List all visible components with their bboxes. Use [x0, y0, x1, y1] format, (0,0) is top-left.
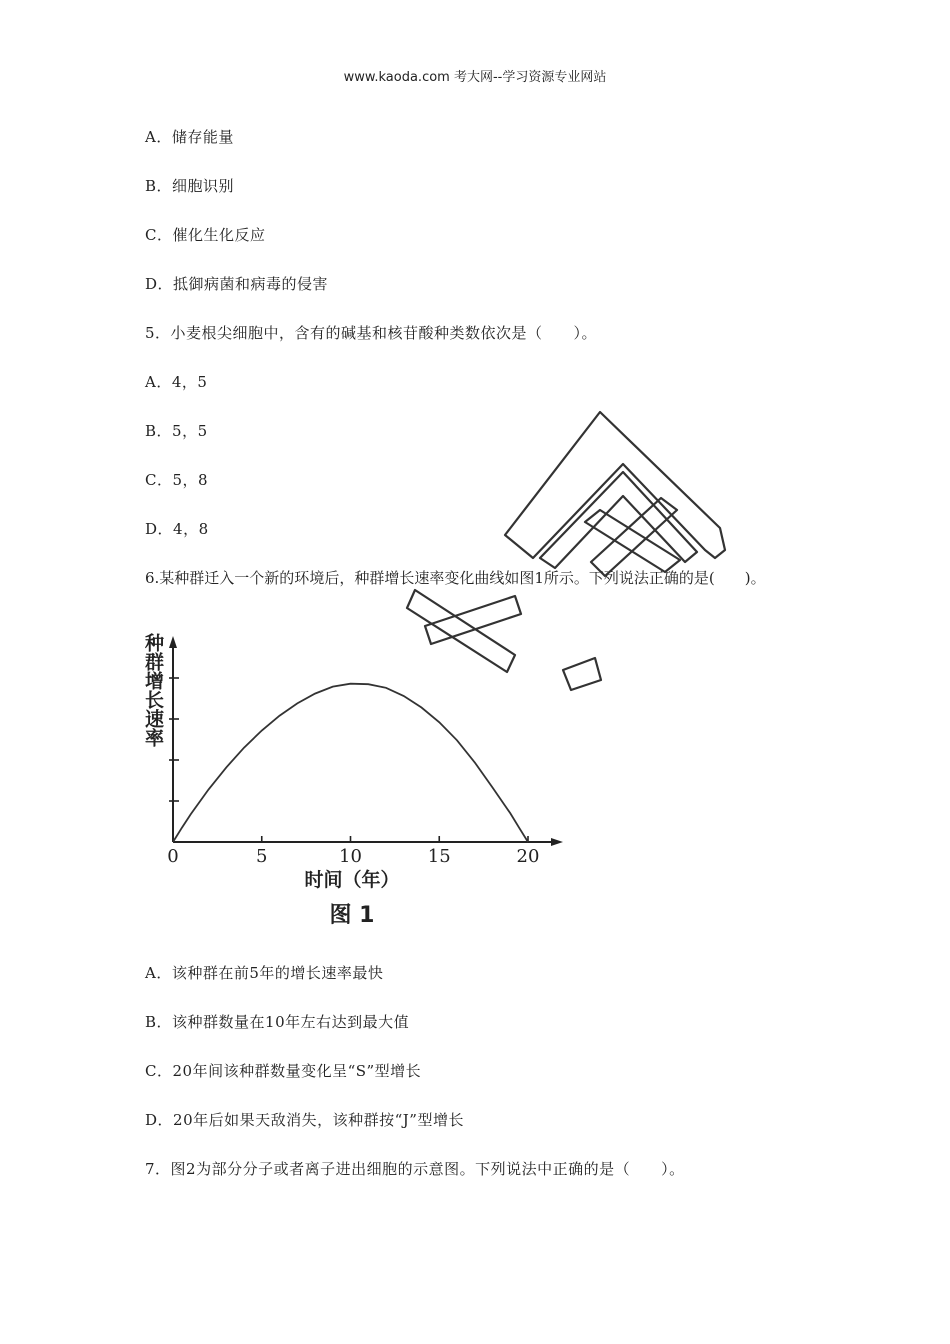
- x-tick-label: 0: [167, 846, 179, 867]
- q4-option-a: A．储存能量: [145, 128, 234, 146]
- y-axis-label: 种群增长速率: [142, 633, 164, 747]
- q5-option-b: B．5，5: [145, 422, 208, 440]
- x-tick-label: 15: [427, 846, 451, 867]
- q6-option-b: B．该种群数量在10年左右达到最大值: [145, 1013, 410, 1031]
- watermark-logo: [395, 400, 775, 710]
- q7-stem: 7．图2为部分分子或者离子进出细胞的示意图。下列说法中正确的是（ ）。: [145, 1160, 685, 1178]
- x-axis-label: 时间（年）: [304, 869, 400, 891]
- q6-option-c: C．20年间该种群数量变化呈“S”型增长: [145, 1062, 422, 1080]
- q5-option-d: D．4，8: [145, 520, 209, 538]
- chart-title: 图 1: [329, 903, 375, 928]
- q6-stem: 6.某种群迁入一个新的环境后，种群增长速率变化曲线如图1所示。下列说法正确的是( )。: [145, 569, 766, 587]
- q4-option-b: B．细胞识别: [145, 177, 235, 195]
- q6-option-a: A．该种群在前5年的增长速率最快: [145, 964, 384, 982]
- q4-option-c: C．催化生化反应: [145, 226, 266, 244]
- q4-option-d: D．抵御病菌和病毒的侵害: [145, 275, 329, 293]
- site-header: www.kaoda.com 考大网--学习资源专业网站: [343, 70, 607, 85]
- x-tick-label: 5: [256, 846, 268, 867]
- x-axis-arrow: [551, 838, 563, 846]
- x-tick-label: 10: [339, 846, 362, 867]
- y-axis-arrow: [169, 636, 177, 648]
- q5-option-c: C．5，8: [145, 471, 209, 489]
- q5-stem: 5．小麦根尖细胞中，含有的碱基和核苷酸种类数依次是（ ）。: [145, 324, 598, 342]
- q6-option-d: D．20年后如果天敌消失，该种群按“J”型增长: [145, 1111, 464, 1129]
- x-tick-label: 20: [516, 846, 540, 867]
- q5-option-a: A．4，5: [145, 373, 208, 391]
